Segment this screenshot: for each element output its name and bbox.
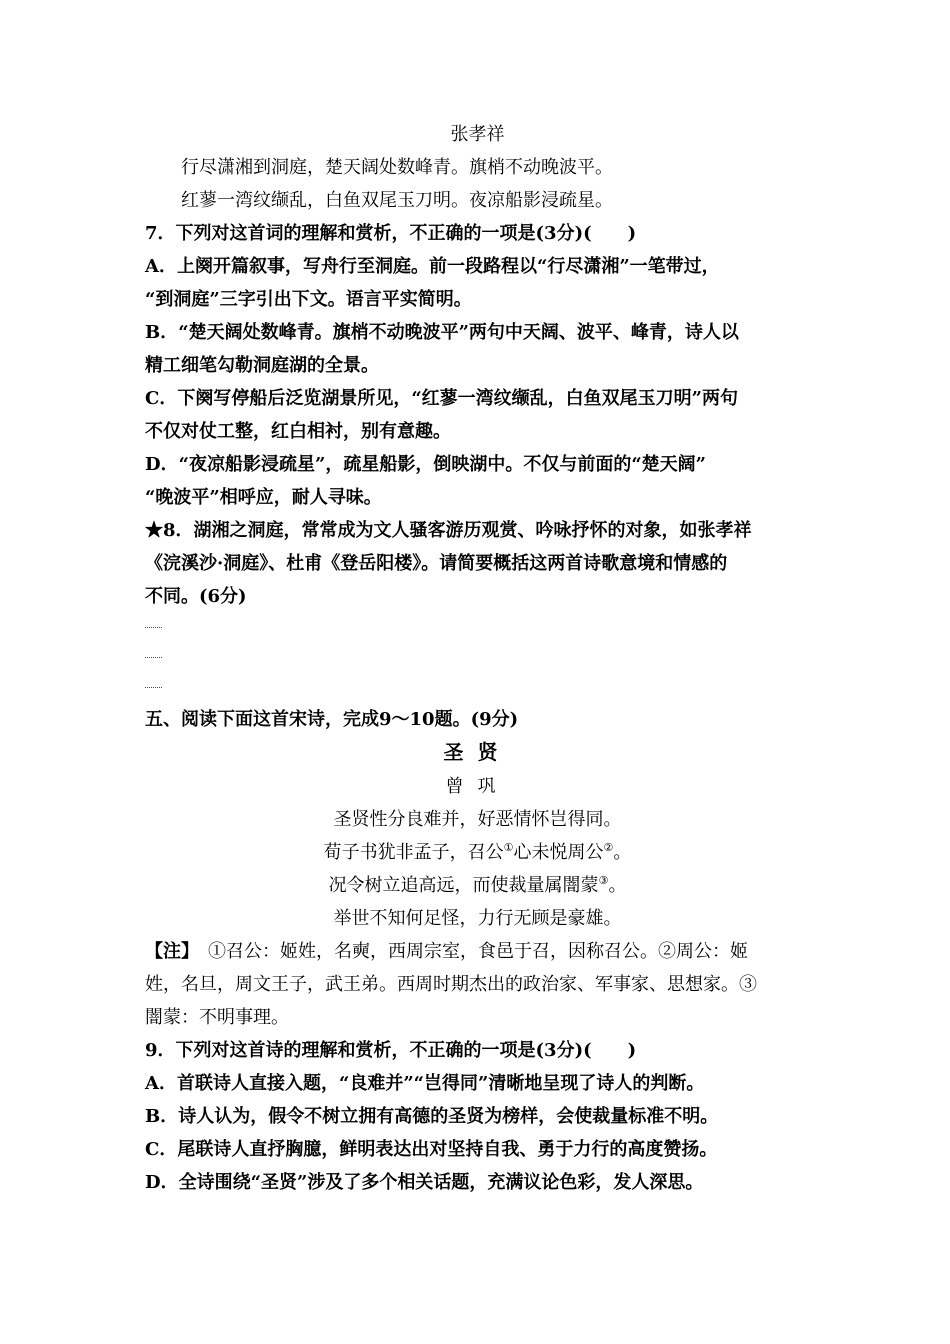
option-7c-cont: 不仅对仗工整，红白相衬，别有意趣。	[145, 421, 451, 442]
answer-line	[145, 673, 810, 703]
poem2-author-text: 曾巩	[445, 776, 510, 797]
poem1-author: 张孝祥	[450, 124, 505, 145]
option-7a: A．上阕开篇叙事，写舟行至洞庭。前一段路程以“行尽潇湘”一笔带过，	[145, 256, 720, 277]
option-9a: A．首联诗人直接入题，“良难并”“岂得同”清晰地呈现了诗人的判断。	[145, 1073, 705, 1094]
question-7-stem: 7．下列对这首词的理解和赏析，不正确的一项是(3分)( )	[145, 223, 637, 244]
option-7d-cont: “晚波平”相呼应，耐人寻味。	[145, 487, 382, 508]
question-8-line: 不同。(6分)	[145, 586, 247, 607]
poem2-text: 心未悦周公	[513, 842, 604, 863]
note-line: 闇蒙：不明事理。	[145, 1007, 289, 1028]
poem2-text: 况令树立追高远，而使裁量属闇蒙	[328, 875, 599, 896]
option-7c: C．下阕写停船后泛览湖景所见，“红蓼一湾纹缬乱，白鱼双尾玉刀明”两句	[145, 388, 739, 409]
poem2-title	[145, 736, 810, 770]
poem1-line: 行尽潇湘到洞庭，楚天阔处数峰青。旗梢不动晚波平。	[181, 157, 613, 178]
answer-line	[145, 613, 810, 643]
note-text: ①召公：姬姓，名奭，西周宗室，食邑于召，因称召公。②周公：姬	[190, 941, 748, 962]
answer-line	[145, 643, 810, 673]
poem2-title-text: 圣贤	[443, 740, 512, 764]
poem1-line: 红蓼一湾纹缬乱，白鱼双尾玉刀明。夜凉船影浸疏星。	[181, 190, 613, 211]
question-8-line: 《浣溪沙·洞庭》、杜甫《登岳阳楼》。请简要概括这两首诗歌意境和情感的	[145, 553, 728, 574]
document-page	[145, 118, 810, 1199]
question-9-stem: 9．下列对这首诗的理解和赏析，不正确的一项是(3分)( )	[145, 1040, 637, 1061]
option-7a-cont: “到洞庭”三字引出下文。语言平实简明。	[145, 289, 472, 310]
footnote-marker: ①	[503, 841, 514, 854]
note-line: 姓，名旦，周文王子，武王弟。西周时期杰出的政治家、军事家、思想家。③	[145, 974, 757, 995]
poem2-text: 。	[613, 842, 632, 863]
poem2-line	[145, 836, 810, 869]
option-7b-cont: 精工细笔勾勒洞庭湖的全景。	[145, 355, 379, 376]
poem2-text: 。	[608, 875, 627, 896]
option-7d: D．“夜凉船影浸疏星”，疏星船影，倒映湖中。不仅与前面的“楚天阔”	[145, 454, 707, 475]
note-label: 【注】	[145, 941, 190, 962]
poem2-line: 举世不知何足怪，力行无顾是豪雄。	[333, 908, 622, 929]
poem2-author	[145, 770, 810, 803]
section-5-heading: 五、阅读下面这首宋诗，完成9～10题。(9分)	[145, 709, 519, 730]
option-7b: B．“楚天阔处数峰青。旗梢不动晚波平”两句中天阔、波平、峰青，诗人以	[145, 322, 739, 343]
question-8-line: ★8．湖湘之洞庭，常常成为文人骚客游历观赏、吟咏抒怀的对象，如张孝祥	[145, 520, 752, 541]
poem2-line: 圣贤性分良难并，好恶情怀岂得同。	[333, 809, 622, 830]
option-9b: B．诗人认为，假令不树立拥有高德的圣贤为榜样，会使裁量标准不明。	[145, 1106, 719, 1127]
footnote-marker: ③	[598, 874, 609, 887]
option-9c: C．尾联诗人直抒胸臆，鲜明表达出对坚持自我、勇于力行的高度赞扬。	[145, 1139, 718, 1160]
note-line	[145, 935, 810, 968]
option-9d: D．全诗围绕“圣贤”涉及了多个相关话题，充满议论色彩，发人深思。	[145, 1172, 704, 1193]
poem2-text: 荀子书犹非孟子，召公	[323, 842, 504, 863]
poem2-line	[145, 869, 810, 902]
footnote-marker: ②	[603, 841, 614, 854]
